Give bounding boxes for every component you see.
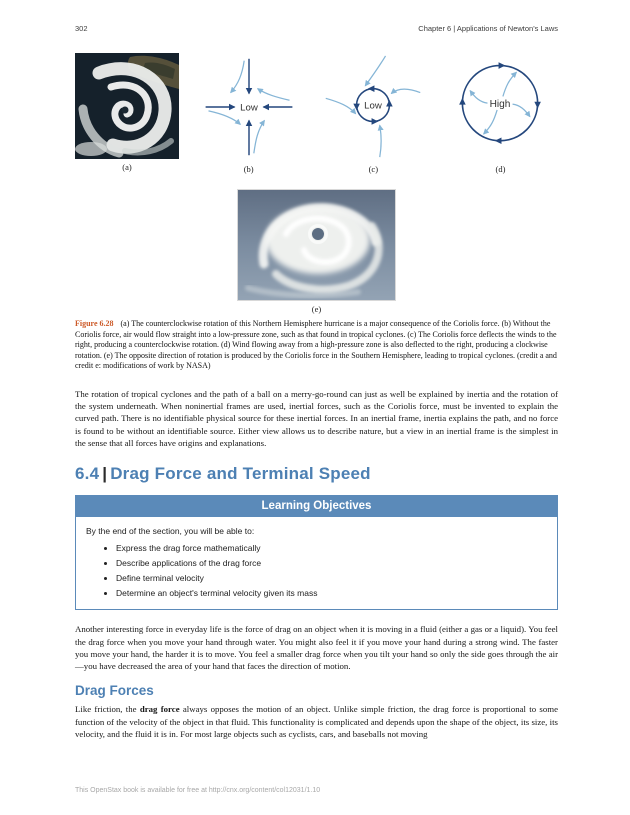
- objective-item: • Define terminal velocity: [116, 574, 545, 584]
- drag-force-bold-term: drag force: [139, 704, 180, 715]
- learning-objectives-body: [76, 517, 557, 610]
- section-number: 6.4: [75, 463, 100, 483]
- learning-objectives-title: Learning Objectives: [76, 496, 557, 517]
- objective-item: • Describe applications of the drag force: [116, 559, 545, 569]
- section-title: Drag Force and Terminal Speed: [110, 463, 371, 483]
- diagram-d-high-label: High: [489, 99, 511, 110]
- objective-item: • Determine an object's terminal velocity given its mass: [116, 589, 545, 599]
- paragraph-drag-intro: Another interesting force in everyday life is the force of drag on an object when it is moving in a fluid (either a gas or a liquid). You feel the drag force when you move your hand through water. You might also feel it if you move your hand during a strong wind. The faster you move your hand, the harder it is to move. You feel a smaller drag force when you tilt your hand so only the side goes through the air—you have decreased the area of your hand that faces the direction of motion.: [75, 624, 558, 672]
- figure-panel-e: [75, 189, 558, 314]
- figure-panel-a: [75, 53, 179, 172]
- figure-panel-c: [318, 53, 428, 174]
- paragraph-drag-forces: [75, 703, 558, 740]
- objective-item: • Express the drag force mathematically: [116, 544, 545, 554]
- figure-panel-d: [443, 53, 558, 174]
- figure-caption: [75, 319, 558, 372]
- coriolis-diagram-low: [318, 53, 428, 161]
- learning-objectives-list: [86, 544, 545, 599]
- figure-label-c: (c): [368, 164, 379, 174]
- coriolis-diagram-no-force: [194, 53, 304, 161]
- paragraph-inertia: The rotation of tropical cyclones and the path of a ball on a merry-go-round can just as well be explained by inertia and the rotation of the system underneath. When noninertial frames are used, inertial forces, such as the Coriolis force, must be invented to explain the curved path. There is no identifiable physical source for these inertial forces. In an inertial frame, inertia explains the path, and no force is found to be without an identifiable source. Either view allows us to describe nature, but a view in an inertial frame is the simplest in the sense that all forces have origins and explanations.: [75, 388, 558, 448]
- openstax-footer: This OpenStax book is available for free at http://cnx.org/content/col12031/1.10: [75, 787, 321, 794]
- figure-panel-b: [194, 53, 304, 174]
- subsection-heading-drag-forces: Drag Forces: [75, 683, 154, 699]
- hurricane-photo-a: [75, 53, 179, 159]
- paragraph-drag-forces-lead: Like friction, the: [75, 704, 140, 715]
- figure-label-d: (d): [495, 164, 506, 174]
- figure-label-e: (e): [311, 304, 322, 314]
- section-divider: |: [102, 463, 108, 483]
- section-heading-6-4: [75, 464, 558, 484]
- figure-label-b: (b): [243, 164, 254, 174]
- hurricane-photo-e: [238, 190, 395, 300]
- coriolis-diagram-high: [443, 53, 558, 161]
- figure-label-a: (a): [122, 162, 132, 172]
- learning-objectives-intro: By the end of the section, you will be able to:: [86, 525, 255, 536]
- page-header: [75, 24, 558, 33]
- page-number: 302: [75, 24, 88, 33]
- figure-panel-row: [75, 53, 558, 174]
- figure-6-28: [75, 53, 558, 372]
- chapter-title: Chapter 6 | Applications of Newton's Laws: [418, 24, 558, 33]
- learning-objectives-box: [75, 495, 558, 611]
- diagram-b-low-label: Low: [239, 102, 258, 114]
- hurricane-photo-e-frame: [237, 189, 396, 301]
- figure-caption-number: Figure 6.28: [75, 319, 114, 328]
- paragraph-drag-forces-rest: always opposes the motion of an object. Unlike simple friction, the drag force is proportional to some function of the velocity of the object in that fluid. This functionality is complicated and depends upon the shape of the object, its size, its velocity, and the fluid it is in. For most large objects such as cyclists, cars, and baseballs not moving: [75, 704, 558, 739]
- figure-caption-text: (a) The counterclockwise rotation of this Northern Hemisphere hurricane is a major consequence of the Coriolis force. (b) Without the Coriolis force, air would flow straight into a low-pressure zone, such as that found in tropical cyclones. (c) The Coriolis force deflects the winds to the right, producing a counterclockwise rotation. (d) Wind flowing away from a high-pressure zone is also deflected to the right, producing a clockwise rotation. (e) The opposite direction of rotation is produced by the Coriolis force in the Southern Hemisphere, leading to tropical cyclones. (credit a and credit e: modifications of work by NASA): [75, 319, 557, 371]
- diagram-c-low-label: Low: [364, 100, 383, 112]
